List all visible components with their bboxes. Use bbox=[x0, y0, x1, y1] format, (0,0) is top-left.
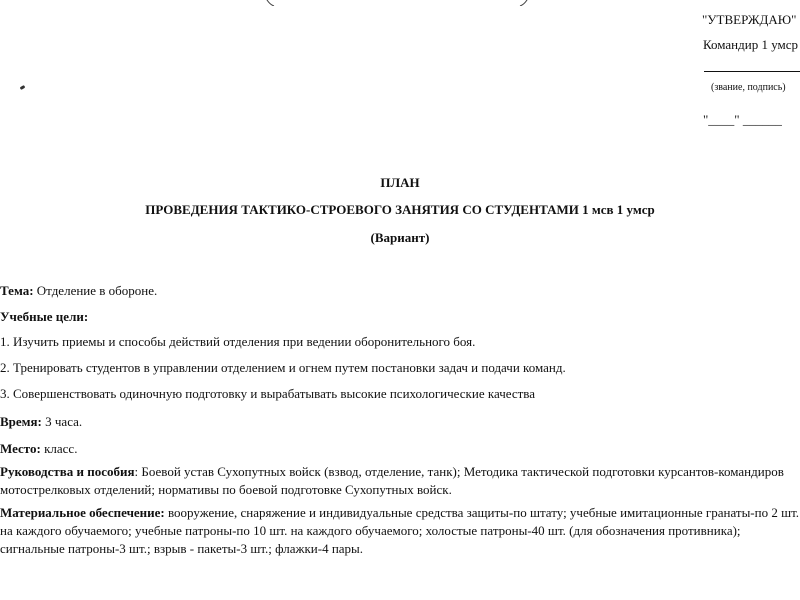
time-line bbox=[0, 414, 82, 430]
supply-value: вооружение, снаряжение и индивидуальные средства защиты-по штату; учебные имитационные гранаты-по 2 шт. на каждого обучаемого; учебные патроны-по 10 шт. на каждого обучаемого; холостые патроны-40 шт. (для обозначения противника); сигнальные патроны-3 шт.; взрыв - пакеты-3 шт.; флажки-4 пары. bbox=[0, 505, 800, 556]
goal-item-3: 3. Совершенствовать одиночную подготовку и вырабатывать высокие психологические качества bbox=[0, 386, 536, 401]
goal-item-1: 1. Изучить приемы и способы действий отделения при ведении оборонительного боя. bbox=[0, 334, 476, 349]
supply-label: Материальное обеспечение: bbox=[0, 505, 165, 520]
topic-label: Тема: bbox=[0, 283, 34, 298]
document-variant: (Вариант) bbox=[370, 230, 430, 245]
supply-paragraph bbox=[0, 504, 800, 558]
goals-label: Учебные цели: bbox=[0, 309, 89, 324]
topic-value: Отделение в обороне. bbox=[33, 283, 158, 298]
goal-item-2: 2. Тренировать студентов в управлении отделением и огнем путем постановки задач и подачи команд. bbox=[0, 360, 566, 375]
time-label: Время: bbox=[0, 414, 42, 429]
document-title: ПЛАН bbox=[380, 175, 420, 190]
manuals-label: Руководства и пособия bbox=[0, 464, 135, 479]
signature-line bbox=[704, 71, 800, 72]
approval-heading: "УТВЕРЖДАЮ" bbox=[702, 12, 797, 27]
rank-signature-caption: (звание, подпись) bbox=[711, 82, 786, 93]
document-subtitle: ПРОВЕДЕНИЯ ТАКТИКО-СТРОЕВОГО ЗАНЯТИЯ СО СТУДЕНТАМИ 1 мсв 1 умср bbox=[145, 202, 655, 217]
scan-artifact-arc bbox=[262, 0, 532, 6]
approval-commander: Командир 1 умср bbox=[703, 37, 799, 52]
manuals-paragraph bbox=[0, 463, 800, 499]
topic-line bbox=[0, 283, 157, 299]
time-value: 3 часа. bbox=[41, 414, 83, 429]
approval-date-line: "____" ______ bbox=[703, 112, 782, 127]
place-value: класс. bbox=[40, 441, 78, 456]
scan-speck bbox=[20, 85, 26, 90]
manuals-value: : Боевой устав Сухопутных войск (взвод, отделение, танк); Методика тактической подготовки курсантов-командиров мотострелковых отделений; нормативы по боевой подготовке Сухопутных войск. bbox=[0, 464, 784, 497]
goals-heading bbox=[0, 309, 88, 325]
place-line bbox=[0, 441, 77, 457]
place-label: Место: bbox=[0, 441, 41, 456]
